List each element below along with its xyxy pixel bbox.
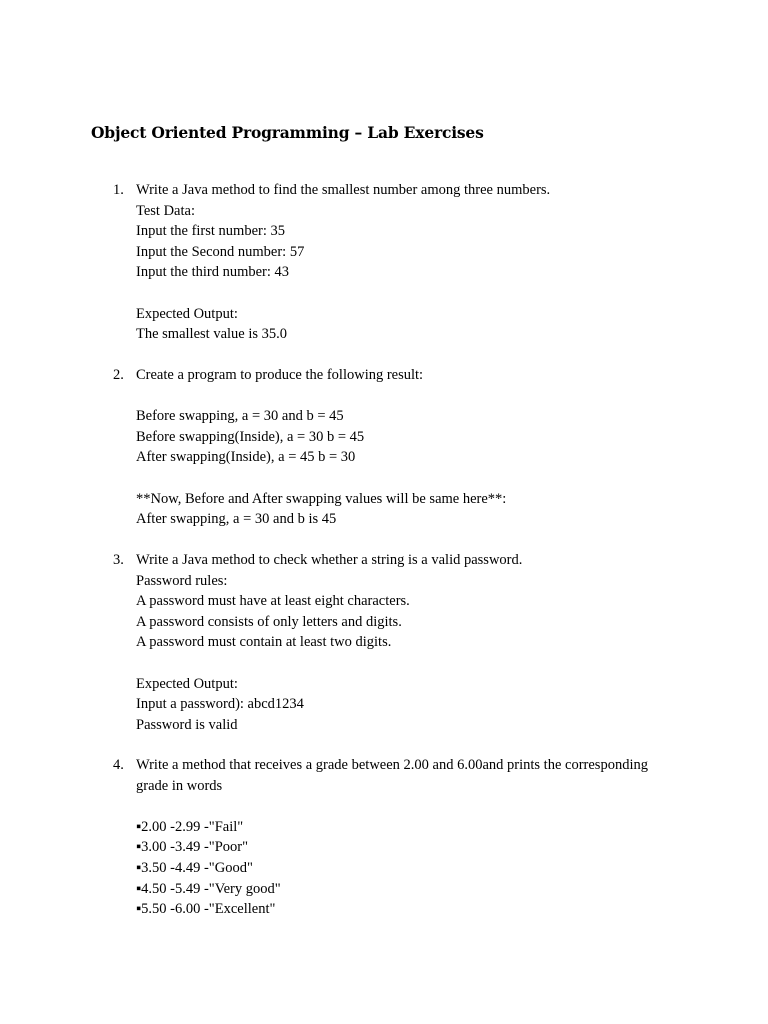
blank-line [136, 386, 696, 407]
exercise-line: After swapping(Inside), a = 45 b = 30 [136, 449, 356, 466]
exercise-line: A password consists of only letters and digits. [136, 613, 402, 630]
blank-line [136, 283, 696, 304]
exercise-line: Write a method that receives a grade between 2.00 and 6.00and prints the corresponding [136, 757, 648, 773]
exercise-number: 1. [113, 182, 124, 198]
exercise-line: Expected Output: [136, 675, 238, 692]
exercise-line: A password must have at least eight characters. [136, 593, 410, 610]
exercise-line: Input the Second number: 57 [136, 243, 305, 260]
exercise-line: Before swapping, a = 30 and b = 45 [136, 408, 344, 425]
exercise-number: 2. [113, 367, 124, 383]
blank-line [136, 468, 696, 489]
exercise-line: **Now, Before and After swapping values will be same here**: [136, 490, 507, 507]
document-title: Object Oriented Programming – Lab Exercises [91, 123, 484, 142]
exercise-body [136, 365, 696, 530]
exercise-line: grade in words [136, 777, 223, 794]
exercise-number: 4. [113, 757, 124, 773]
exercise-line: Input the first number: 35 [136, 223, 286, 240]
exercise-line: A password must contain at least two digits. [136, 634, 392, 651]
exercise-line: Write a Java method to check whether a string is a valid password. [136, 552, 523, 568]
exercise-body [136, 180, 696, 345]
grade-range-item: ▪2.00 -2.99 -"Fail" [136, 818, 244, 835]
exercise-line: Input a password): abcd1234 [136, 696, 304, 713]
exercise-line: The smallest value is 35.0 [136, 326, 288, 343]
exercise-line: After swapping, a = 30 and b is 45 [136, 511, 337, 528]
grade-range-item: ▪3.50 -4.49 -"Good" [136, 859, 253, 876]
exercise-line: Expected Output: [136, 305, 238, 322]
grade-range-item: ▪3.00 -3.49 -"Poor" [136, 839, 249, 856]
exercise-line: Write a Java method to find the smallest number among three numbers. [136, 182, 551, 198]
grade-range-item: ▪4.50 -5.49 -"Very good" [136, 880, 281, 897]
blank-line [136, 796, 696, 817]
exercise-line: Before swapping(Inside), a = 30 b = 45 [136, 428, 365, 445]
grade-range-item: ▪5.50 -6.00 -"Excellent" [136, 901, 276, 918]
exercise-body [136, 755, 696, 920]
blank-line [136, 653, 696, 674]
exercise-line: Input the third number: 43 [136, 264, 290, 281]
exercise-line: Password is valid [136, 716, 238, 733]
exercise-line: Password rules: [136, 572, 228, 589]
exercise-line: Create a program to produce the following result: [136, 367, 424, 383]
exercise-number: 3. [113, 552, 124, 568]
exercise-line: Test Data: [136, 202, 195, 219]
exercise-body [136, 550, 696, 735]
